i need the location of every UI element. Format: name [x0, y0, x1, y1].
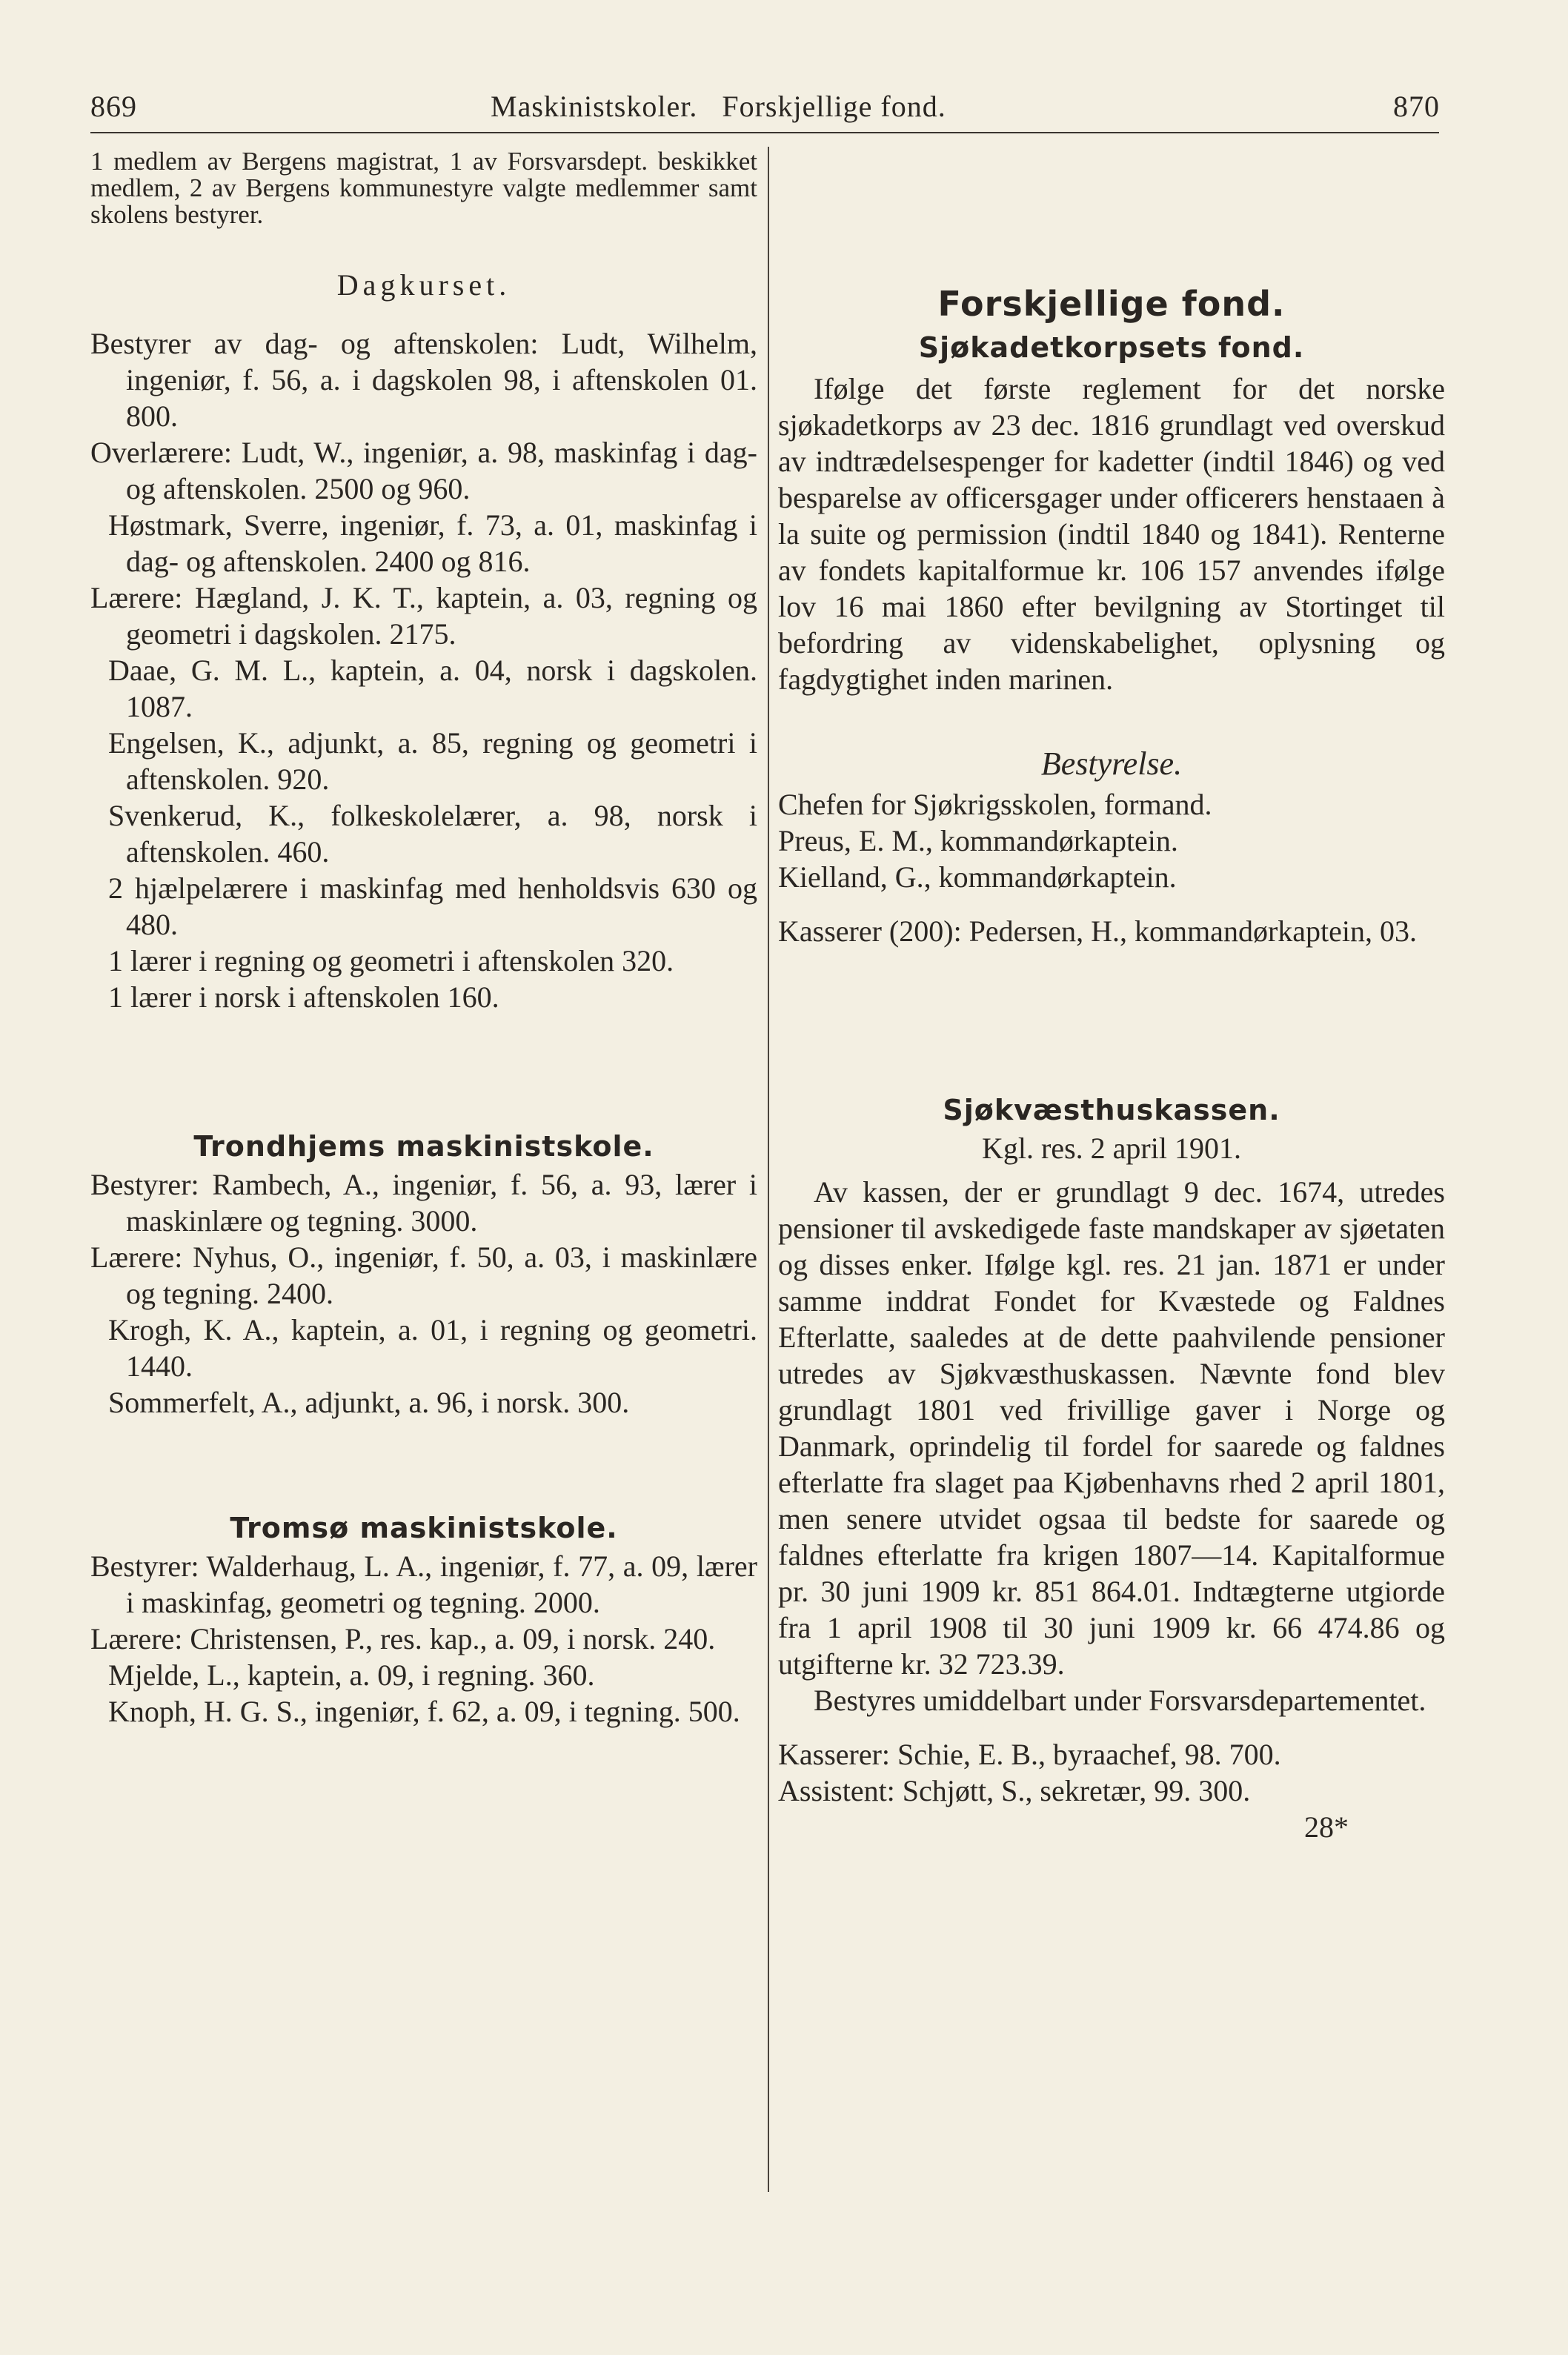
- tromso-title: Tromsø maskinistskole.: [230, 1512, 618, 1544]
- list-item: 1 lærer i regning og geometri i aftenskolen 320.: [108, 944, 674, 977]
- sjokvaesthus-text: Av kassen, der er grundlagt 9 dec. 1674, utredes pensioner til avskedigede faste mandskaper av sjøetaten og disses enker. Ifølge kgl. res. 21 jan. 1871 er under samme inddrat Fondet for Kvæstede og Faldnes Efterlatte, saaledes at de dette paahvilende pensioner utredes av Sjøkvæsthuskassen. Nævnte fond blev grundlagt 1801 ved frivillige gaver i Norge og Danmark, oprindelig til fordel for saarede og faldnes efterlatte fra slaget paa Kjøbenhavns rhed 2 april 1801, men senere utvidet ogsaa til bedste for saarede og faldnes efterlatte fra krigen 1807—14. Kapitalformue pr. 30 juni 1909 kr. 851 864.01. Indtægterne utgiorde fra 1 april 1908 til 30 juni 1909 kr. 66 474.86 og utgifterne kr. 32 723.39.: [778, 1175, 1445, 1681]
- list-item: Lærere: Hægland, J. K. T., kaptein, a. 03, regning og geometri i dagskolen. 2175.: [90, 581, 757, 651]
- page-number-right: 870: [1393, 90, 1440, 123]
- bestyrelse-title: Bestyrelse.: [1040, 745, 1183, 782]
- list-item: Krogh, K. A., kaptein, a. 01, i regning og geometri. 1440.: [108, 1313, 757, 1383]
- right-column: [778, 148, 1445, 1845]
- kasserer-line: Kasserer (200): Pedersen, H., kommandørkaptein, 03.: [778, 914, 1417, 948]
- dagkurset-list: [90, 325, 757, 1015]
- list-item: Chefen for Sjøkrigsskolen, formand.: [778, 788, 1212, 821]
- header-rule: [90, 132, 1439, 133]
- list-item: Lærere: Christensen, P., res. kap., a. 09, i norsk. 240.: [90, 1622, 716, 1655]
- list-item: Bestyrer: Rambech, A., ingeniør, f. 56, a. 93, lærer i maskinlære og tegning. 3000.: [90, 1168, 757, 1238]
- bestyrelse-list: [778, 786, 1445, 895]
- page-number-left: 869: [90, 90, 137, 123]
- dagkurset-title: Dagkurset.: [336, 268, 511, 302]
- sjokvaesthus-subtitle: Kgl. res. 2 april 1901.: [982, 1132, 1241, 1165]
- list-item: Sommerfelt, A., adjunkt, a. 96, i norsk. 300.: [108, 1386, 630, 1419]
- tromso-list: [90, 1548, 757, 1730]
- sjokadet-title: Sjøkadetkorpsets fond.: [918, 331, 1305, 364]
- forskjellige-fond-title: Forskjellige fond.: [937, 284, 1286, 324]
- list-item: Engelsen, K., adjunkt, a. 85, regning og geometri i aftenskolen. 920.: [108, 726, 757, 796]
- list-item: Overlærere: Ludt, W., ingeniør, a. 98, maskinfag i dag- og aftenskolen. 2500 og 960.: [90, 436, 757, 505]
- running-header: Maskinistskoler. Forskjellige fond.: [491, 90, 946, 123]
- signature-mark: 28*: [1304, 1810, 1349, 1844]
- list-item: Bestyrer av dag- og aftenskolen: Ludt, Wilhelm, ingeniør, f. 56, a. i dagskolen 98, i aftenskolen 01. 800.: [90, 327, 757, 433]
- list-item: Daae, G. M. L., kaptein, a. 04, norsk i dagskolen. 1087.: [108, 654, 757, 723]
- list-item: Svenkerud, K., folkeskolelærer, a. 98, norsk i aftenskolen. 460.: [108, 799, 757, 868]
- list-item: Preus, E. M., kommandørkaptein.: [778, 824, 1178, 857]
- list-item: Høstmark, Sverre, ingeniør, f. 73, a. 01, maskinfag i dag- og aftenskolen. 2400 og 816.: [108, 508, 757, 578]
- column-divider: [768, 147, 769, 2192]
- list-item: Kielland, G., kommandørkaptein.: [778, 860, 1177, 894]
- kasserer-line-2: Kasserer: Schie, E. B., byraachef, 98. 700.: [778, 1738, 1281, 1771]
- list-item: Mjelde, L., kaptein, a. 09, i regning. 360.: [108, 1658, 595, 1692]
- sjokvaesthus-text-2: Bestyres umiddelbart under Forsvarsdepartementet.: [814, 1684, 1426, 1717]
- intro-text: 1 medlem av Bergens magistrat, 1 av Forsvarsdept. beskikket medlem, 2 av Bergens kommunestyre valgte medlemmer samt skolens bestyrer.: [90, 147, 757, 229]
- sjokadet-text: Ifølge det første reglement for det norske sjøkadetkorps av 23 dec. 1816 grundlagt ved overskud av indtrædelsespenger for kadetter (indtil 1846) og ved besparelse av officersgager under officerers henstaaen à la suite og permission (indtil 1840 og 1841). Renterne av fondets kapitalformue kr. 106 157 anvendes ifølge lov 16 mai 1860 efter bevilgning av Stortinget til befordring av videnskabelighet, oplysning og fagdygtighet inden marinen.: [778, 372, 1445, 696]
- trondhjem-list: [90, 1166, 757, 1421]
- list-item: 2 hjælpelærere i maskinfag med henholdsvis 630 og 480.: [108, 871, 757, 941]
- left-column: [90, 148, 757, 1730]
- list-item: Bestyrer: Walderhaug, L. A., ingeniør, f. 77, a. 09, lærer i maskinfag, geometri og tegning. 2000.: [90, 1549, 757, 1619]
- sjokvaesthus-title: Sjøkvæsthuskassen.: [943, 1094, 1280, 1126]
- trondhjem-title: Trondhjems maskinistskole.: [193, 1130, 654, 1163]
- assistent-line: Assistent: Schjøtt, S., sekretær, 99. 300.: [778, 1774, 1251, 1807]
- list-item: Lærere: Nyhus, O., ingeniør, f. 50, a. 03, i maskinlære og tegning. 2400.: [90, 1240, 757, 1310]
- list-item: 1 lærer i norsk i aftenskolen 160.: [108, 980, 499, 1014]
- list-item: Knoph, H. G. S., ingeniør, f. 62, a. 09, i tegning. 500.: [108, 1695, 740, 1728]
